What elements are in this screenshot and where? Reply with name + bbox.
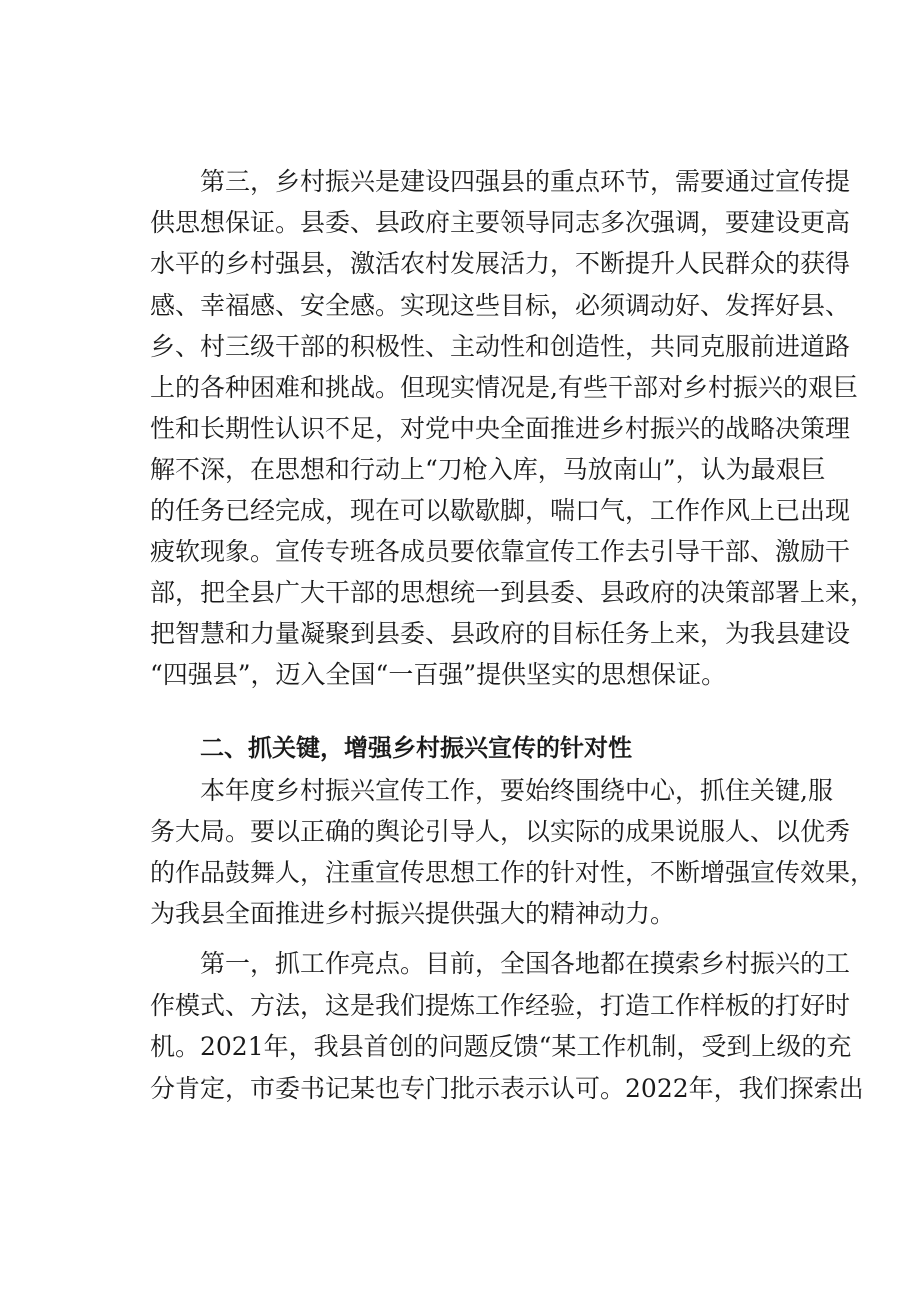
paragraph-1-line-5: 乡、村三级干部的积极性、主动性和创造性，共同克服前进道路 [150, 332, 851, 361]
paragraph-2-line-2: 务大局。要以正确的舆论引导人，以实际的成果说服人、以优秀 [150, 817, 851, 846]
paragraph-1-line-11: 部，把全县广大干部的思想统一到县委、县政府的决策部署上来， [150, 578, 876, 607]
paragraph-1-line-10: 疲软现象。宣传专班各成员要依靠宣传工作去引导干部、激励干 [150, 537, 851, 566]
paragraph-1-line-4: 感、幸福感、安全感。实现这些目标，必须调动好、发挥好县、 [150, 291, 851, 320]
paragraph-2-line-3: 的作品鼓舞人，注重宣传思想工作的针对性，不断增强宣传效果， [150, 858, 876, 887]
paragraph-1-line-2: 供思想保证。县委、县政府主要领导同志多次强调，要建设更高 [150, 208, 851, 237]
paragraph-3-line-3: 机。2021年，我县首创的问题反馈“某工作机制，受到上级的充 [150, 1032, 852, 1061]
paragraph-1-line-6: 上的各种困难和挑战。但现实情况是,有些干部对乡村振兴的艰巨 [150, 373, 858, 402]
paragraph-2-line-4: 为我县全面推进乡村振兴提供强大的精神动力。 [150, 899, 676, 928]
paragraph-1-line-1: 第三，乡村振兴是建设四强县的重点环节，需要通过宣传提 [200, 167, 851, 196]
paragraph-1-line-12: 把智慧和力量凝聚到县委、县政府的目标任务上来，为我县建设 [150, 619, 851, 648]
paragraph-3-line-4: 分肯定，市委书记某也专门批示表示认可。2022年，我们探索出 [150, 1074, 864, 1103]
paragraph-3-line-2: 作模式、方法，这是我们提炼工作经验，打造工作样板的打好时 [150, 991, 851, 1020]
paragraph-1-line-8: 解不深，在思想和行动上“刀枪入库，马放南山”，认为最艰巨 [150, 455, 826, 484]
paragraph-1-line-9: 的任务已经完成，现在可以歇歇脚，喘口气，工作作风上已出现 [150, 496, 851, 525]
paragraph-3-line-1: 第一，抓工作亮点。目前，全国各地都在摸索乡村振兴的工 [200, 949, 851, 978]
section-heading: 二、抓关键，增强乡村振兴宣传的针对性 [200, 734, 632, 762]
paragraph-1-line-3: 水平的乡村强县，激活农村发展活力，不断提升人民群众的获得 [150, 249, 851, 278]
paragraph-2-line-1: 本年度乡村振兴宣传工作，要始终围绕中心，抓住关键,服 [200, 776, 833, 805]
paragraph-1-line-7: 性和长期性认识不足，对党中央全面推进乡村振兴的战略决策理 [150, 414, 851, 443]
paragraph-1-line-13: “四强县”，迈入全国“一百强”提供坚实的思想保证。 [150, 660, 727, 689]
